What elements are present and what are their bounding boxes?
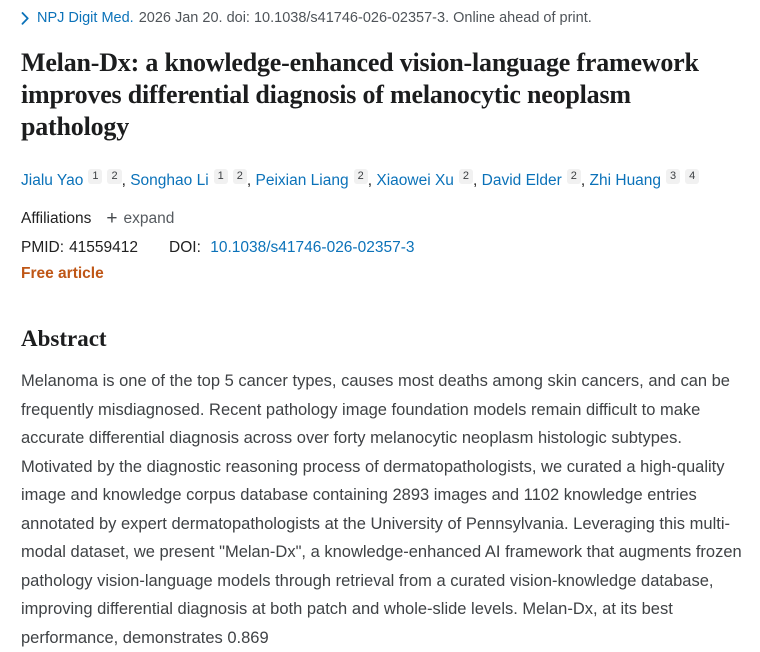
author-separator: , [367,172,377,189]
citation-details: 2026 Jan 20. doi: 10.1038/s41746-026-02357-3. Online ahead of print. [138,10,592,26]
author-affiliation-number: 1 [214,169,228,184]
expand-affiliations-button[interactable] [106,209,174,228]
author-link[interactable]: Zhi Huang [589,172,662,189]
pmid-value: 41559412 [69,239,139,256]
author-affiliation-number: 1 [88,169,102,184]
abstract-text: Melanoma is one of the top 5 cancer types, causes most deaths among skin cancers, and can be frequently misdiagnosed. Recent pathology image foundation models remain difficult to make accurate differential diagnosis across over forty melanocytic neoplasm histologic subtypes. Motivated by the diagnostic reasoning process of dermatopathologists, we curated a high-quality image and knowledge corpus database containing 2893 images and 1102 knowledge entries annotated by expert dermatopathologists at the University of Pennsylvania. Leveraging this multi-modal dataset, we present "Melan-Dx", a knowledge-enhanced AI framework that augments frozen pathology vision-language models through retrieval from a curated vision-knowledge database, improving differential diagnosis at both patch and whole-slide levels. Melan-Dx, at its best performance, demonstrates 0.869 [21,372,742,647]
identifiers-row [21,239,744,257]
author-link[interactable]: Peixian Liang [255,172,349,189]
author-affiliation-number: 2 [567,169,581,184]
author-affiliation-number: 2 [354,169,368,184]
author-link[interactable]: Xiaowei Xu [376,172,454,189]
affiliations-label: Affiliations [21,209,92,227]
plus-icon: + [106,208,118,229]
pmid-label: PMID: [21,239,65,256]
expand-label: expand [123,209,175,227]
author-affiliation-number: 2 [459,169,473,184]
chevron-right-icon[interactable] [21,12,30,25]
abstract-heading: Abstract [21,326,107,351]
author-separator: , [580,172,590,189]
article-title: Melan-Dx: a knowledge-enhanced vision-language framework improves differential diagnosis of melanocytic neoplasm pathology [21,48,699,141]
author-affiliation-number: 2 [107,169,121,184]
affiliations-row [21,209,744,228]
author-affiliation-number: 3 [666,169,680,184]
author-link[interactable]: Jialu Yao [21,172,84,189]
author-separator: , [246,172,256,189]
author-separator: , [473,172,482,189]
journal-link[interactable]: NPJ Digit Med. [37,10,134,26]
doi-label: DOI: [169,239,201,256]
author-affiliation-number: 2 [233,169,247,184]
author-separator: , [121,172,131,189]
author-link[interactable]: David Elder [481,172,562,189]
citation-bar [21,8,744,28]
doi-link[interactable]: 10.1038/s41746-026-02357-3 [210,239,415,256]
free-article-badge: Free article [21,265,104,282]
doi-group [169,239,414,257]
authors-row [21,169,744,193]
author-affiliation-number: 4 [685,169,699,184]
author-link[interactable]: Songhao Li [130,172,209,189]
